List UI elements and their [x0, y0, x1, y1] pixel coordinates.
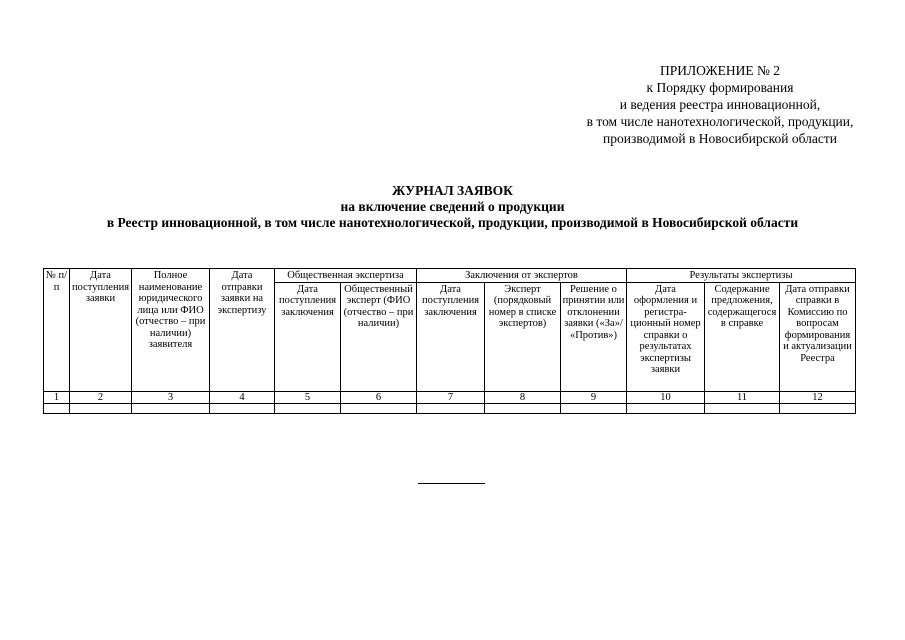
column-number: 10: [627, 391, 705, 404]
header-date-sent: Дата отправки заявки на экспертизу: [210, 269, 275, 392]
header-expertise-results: Результаты экспертизы: [627, 269, 856, 283]
empty-data-row: [44, 404, 856, 414]
header-date-received: Дата поступления заявки: [70, 269, 132, 392]
header-pe-date: Дата поступления заключения: [275, 282, 341, 391]
header-ec-expert: Эксперт (порядковый номер в списке экспертов): [485, 282, 561, 391]
column-number: 7: [417, 391, 485, 404]
column-number: 3: [132, 391, 210, 404]
column-number: 6: [341, 391, 417, 404]
column-number: 2: [70, 391, 132, 404]
column-number: 11: [705, 391, 780, 404]
appendix-line: ПРИЛОЖЕНИЕ № 2: [659, 63, 781, 78]
empty-cell: [210, 404, 275, 414]
empty-cell: [70, 404, 132, 414]
appendix-heading: [530, 62, 905, 147]
appendix-line: в том числе нанотехнологической, продукции,: [586, 114, 854, 129]
empty-cell: [44, 404, 70, 414]
empty-cell: [705, 404, 780, 414]
empty-cell: [627, 404, 705, 414]
title-line: в Реестр инновационной, в том числе нанотехнологической, продукции, производимой в Новосибирской области: [106, 215, 799, 230]
header-public-expertise: Общественная экспертиза: [275, 269, 417, 283]
empty-cell: [780, 404, 856, 414]
appendix-line: и ведения реестра инновационной,: [619, 97, 821, 112]
column-number: 12: [780, 391, 856, 404]
empty-cell: [485, 404, 561, 414]
applications-journal-table: [43, 268, 856, 414]
appendix-line: к Порядку формирования: [646, 80, 794, 95]
document-title: [0, 183, 905, 231]
header-pe-expert: Общественный эксперт (ФИО (отчество – при наличии): [341, 282, 417, 391]
empty-cell: [132, 404, 210, 414]
appendix-line: производимой в Новосибирской области: [603, 131, 837, 146]
column-number: 8: [485, 391, 561, 404]
header-ec-date: Дата поступления заключения: [417, 282, 485, 391]
empty-cell: [561, 404, 627, 414]
column-number: 5: [275, 391, 341, 404]
header-er-sent: Дата отправки справки в Комиссию по вопросам формирования и актуализации Реестра: [780, 282, 856, 391]
title-line: на включение сведений о продукции: [340, 199, 565, 214]
header-er-date: Дата оформления и регистра-ционный номер справки о результатах экспертизы заявки: [627, 282, 705, 391]
empty-cell: [275, 404, 341, 414]
header-num: № п/п: [44, 269, 70, 392]
header-ec-decision: Решение о принятии или отклонении заявки («За»/ «Против»): [561, 282, 627, 391]
end-divider-line: [418, 483, 485, 484]
empty-cell: [341, 404, 417, 414]
empty-cell: [417, 404, 485, 414]
header-expert-conclusions: Заключения от экспертов: [417, 269, 627, 283]
header-applicant-name: Полное наименование юридического лица или ФИО (отчество – при наличии) заявителя: [132, 269, 210, 392]
column-number: 9: [561, 391, 627, 404]
column-number: 4: [210, 391, 275, 404]
header-er-content: Содержание предложения, содержащегося в справке: [705, 282, 780, 391]
title-line: ЖУРНАЛ ЗАЯВОК: [392, 183, 513, 198]
column-number: 1: [44, 391, 70, 404]
